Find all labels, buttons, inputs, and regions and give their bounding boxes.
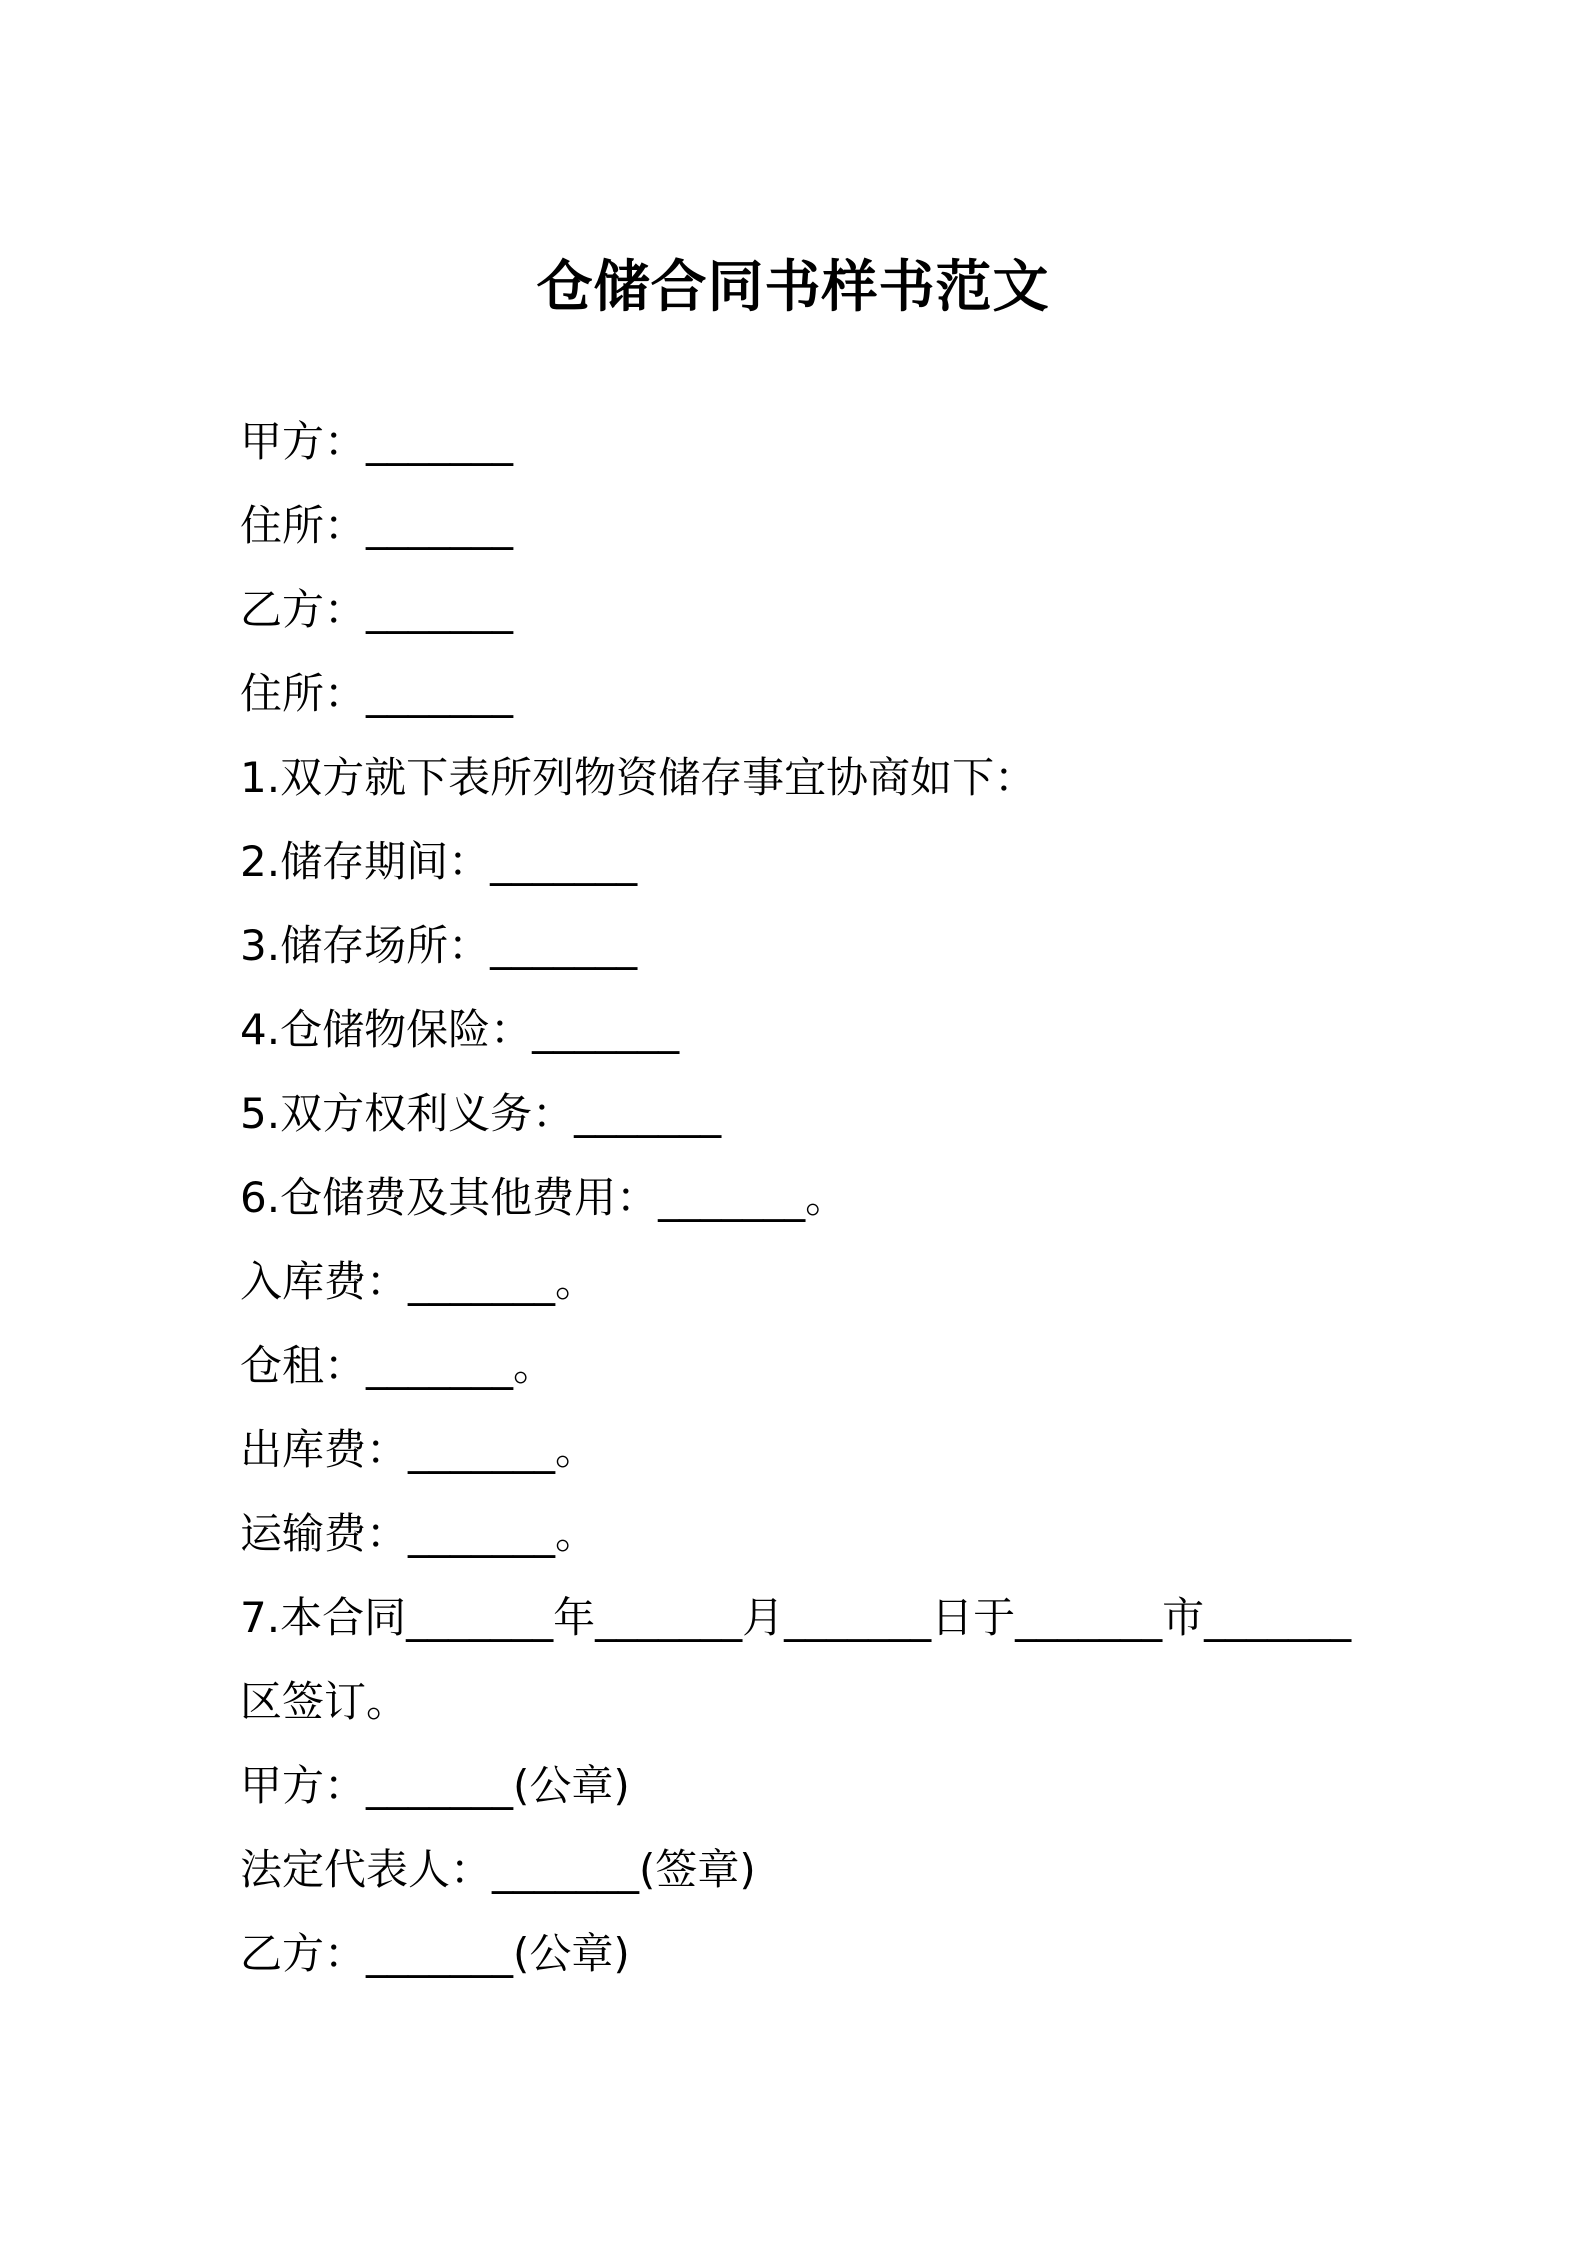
clause-1: 1.双方就下表所列物资储存事宜协商如下：: [240, 753, 1037, 802]
clause-4: 4.仓储物保险：_______: [240, 1005, 680, 1054]
fee-transport: 运输费：_______。: [240, 1509, 598, 1558]
party-b-address-line: 住所：_______: [240, 669, 514, 718]
party-b-line: 乙方：_______: [240, 585, 514, 634]
clause-7: 7.本合同_______年_______月_______日于_______市_______: [240, 1593, 1352, 1642]
fee-outbound: 出库费：_______。: [240, 1425, 598, 1474]
document-title: 仓储合同书样书范文: [536, 255, 1050, 320]
clause-2: 2.储存期间：_______: [240, 837, 638, 886]
party-b-seal-line: 乙方：_______(公章): [240, 1929, 630, 1978]
party-a-line: 甲方：_______: [240, 417, 514, 466]
fee-inbound: 入库费：_______。: [240, 1257, 598, 1306]
legal-representative-line: 法定代表人：_______(签章): [240, 1845, 756, 1894]
clause-7-continued: 区签订。: [240, 1677, 409, 1726]
fee-rent: 仓租：_______。: [240, 1341, 556, 1390]
party-a-address-line: 住所：_______: [240, 501, 514, 550]
clause-3: 3.储存场所：_______: [240, 921, 638, 970]
clause-6: 6.仓储费及其他费用：_______。: [240, 1173, 848, 1222]
party-a-seal-line: 甲方：_______(公章): [240, 1761, 630, 1810]
clause-5: 5.双方权利义务：_______: [240, 1089, 722, 1138]
